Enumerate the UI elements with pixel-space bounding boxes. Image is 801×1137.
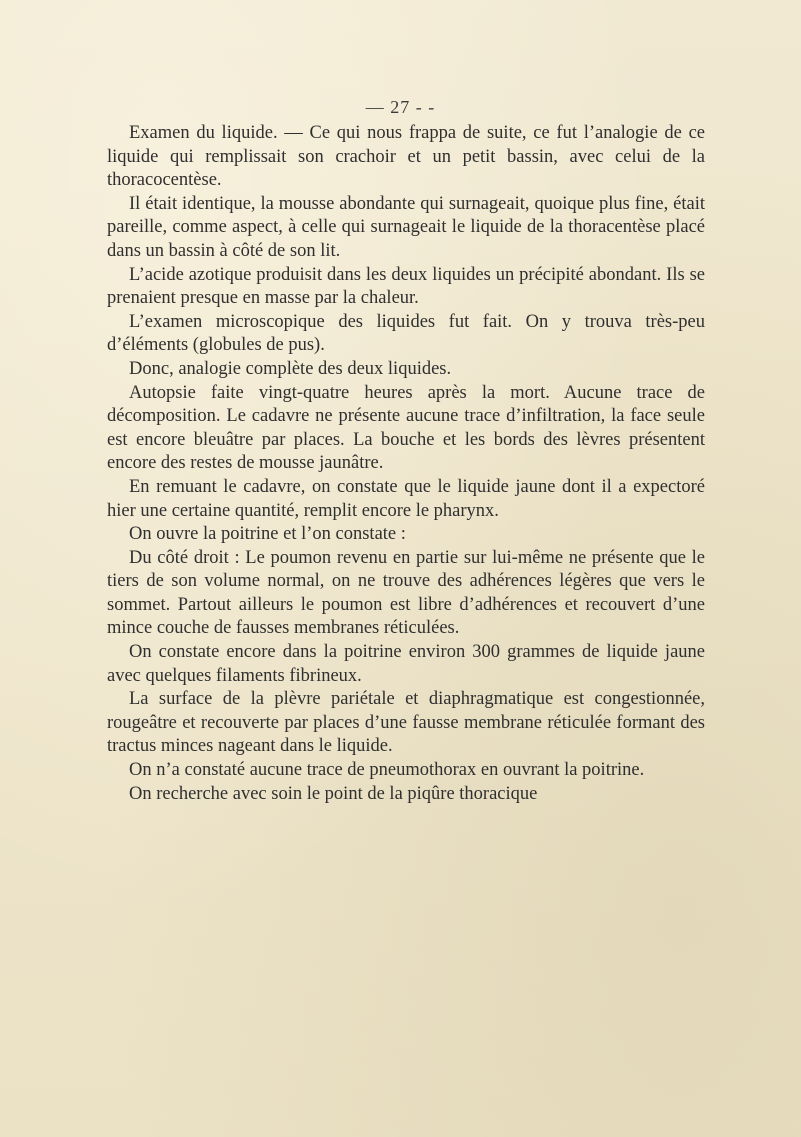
paragraph: L’examen microscopique des liquides fut fait. On y trouva très-peu d’éléments (globules de pus). bbox=[107, 311, 705, 356]
body-text bbox=[107, 122, 705, 806]
page-number: — 27 - - bbox=[365, 97, 436, 117]
paragraph: Examen du liquide. — Ce qui nous frappa de suite, ce fut l’analogie de ce liquide qui remplissait son crachoir et un petit bassin, avec celui de la thoracocentèse. bbox=[107, 123, 705, 191]
paragraph: Il était identique, la mousse abondante qui surnageait, quoique plus fine, était pareille, comme aspect, à celle qui surnageait le liquide de la thoracentèse placé dans un bassin à côté de son lit. bbox=[107, 193, 705, 261]
paragraph: On recherche avec soin le point de la piqûre thoracique bbox=[129, 783, 538, 804]
paragraph: On ouvre la poitrine et l’on constate : bbox=[129, 524, 406, 545]
paragraph: Du côté droit : Le poumon revenu en partie sur lui-même ne présente que le tiers de son volume normal, on ne trouve des adhérences légères que vers le sommet. Partout ailleurs le poumon est libre d’adhérences et recouvert d’une mince couche de fausses membranes réticulées. bbox=[107, 547, 705, 639]
paragraph: On constate encore dans la poitrine environ 300 grammes de liquide jaune avec quelques filaments fibrineux. bbox=[107, 642, 705, 686]
paragraph: Donc, analogie complète des deux liquides. bbox=[129, 358, 452, 379]
paragraph: On n’a constaté aucune trace de pneumothorax en ouvrant la poitrine. bbox=[129, 760, 645, 781]
paragraph: L’acide azotique produisit dans les deux liquides un précipité abondant. Ils se prenaient presque en masse par la chaleur. bbox=[107, 264, 705, 309]
paragraph: En remuant le cadavre, on constate que le liquide jaune dont il a expectoré hier une certaine quantité, remplit encore le pharynx. bbox=[107, 476, 705, 521]
paragraph: La surface de la plèvre pariétale et diaphragmatique est congestionnée, rougeâtre et recouverte par places d’une fausse membrane réticulée formant des tractus minces nageant dans le liquide. bbox=[107, 689, 705, 757]
paragraph: Autopsie faite vingt-quatre heures après la mort. Aucune trace de décomposition. Le cadavre ne présente aucune trace d’infiltration, la face seule est encore bleuâtre par places. La bouche et les bords des lèvres présentent encore des restes de mousse jaunâtre. bbox=[107, 382, 705, 474]
